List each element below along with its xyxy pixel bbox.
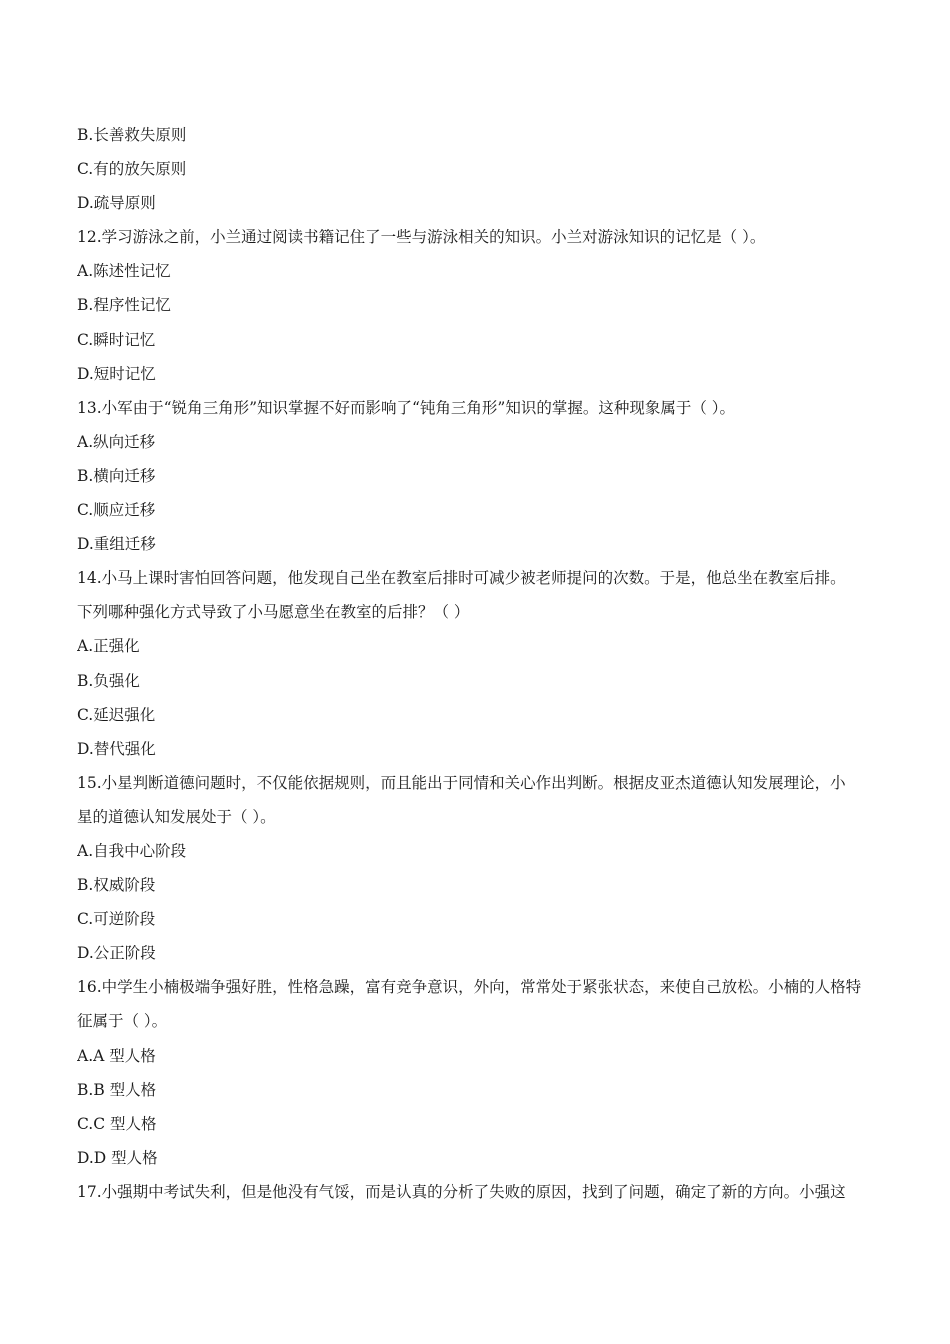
option-line: D.D 型人格 xyxy=(77,1148,158,1167)
option-line: B.负强化 xyxy=(77,671,140,690)
option-line: D.公正阶段 xyxy=(77,944,156,963)
previous-question-options xyxy=(77,118,883,220)
question-stem: 16.中学生小楠极端争强好胜，性格急躁，富有竞争意识，外向，常常处于紧张状态，来使自己放松。小楠的人格特 xyxy=(77,978,862,997)
question-14 xyxy=(77,561,883,766)
option-line: B.长善救失原则 xyxy=(77,126,187,144)
question-stem-continued: 征属于（ ）。 xyxy=(77,1012,168,1031)
question-15 xyxy=(77,766,883,971)
option-line: A.A 型人格 xyxy=(77,1046,156,1065)
option-line: C.瞬时记忆 xyxy=(77,330,156,349)
question-12 xyxy=(77,220,883,390)
question-stem-continued: 星的道德认知发展处于（ ）。 xyxy=(77,807,276,826)
question-stem: 12.学习游泳之前，小兰通过阅读书籍记住了一些与游泳相关的知识。小兰对游泳知识的记忆是（ ）。 xyxy=(77,228,766,247)
option-line: A.正强化 xyxy=(77,637,140,656)
question-stem-continued: 下列哪种强化方式导致了小马愿意坐在教室的后排？（ ） xyxy=(77,603,470,622)
question-13 xyxy=(77,391,883,561)
question-17 xyxy=(77,1175,883,1209)
option-line: A.自我中心阶段 xyxy=(77,841,187,860)
option-line: B.程序性记忆 xyxy=(77,296,171,315)
option-line: C.有的放矢原则 xyxy=(77,160,187,179)
option-line: C.顺应迁移 xyxy=(77,501,156,520)
option-line: C.可逆阶段 xyxy=(77,910,156,929)
option-line: A.陈述性记忆 xyxy=(77,262,171,281)
option-line: D.疏导原则 xyxy=(77,194,156,213)
option-line: D.重组迁移 xyxy=(77,535,156,554)
option-line: D.短时记忆 xyxy=(77,364,156,383)
option-line: C.延迟强化 xyxy=(77,705,156,724)
option-line: B.横向迁移 xyxy=(77,466,156,485)
document-page xyxy=(77,118,883,1209)
option-line: B.权威阶段 xyxy=(77,876,156,895)
question-stem: 17.小强期中考试失利，但是他没有气馁，而是认真的分析了失败的原因，找到了问题，确定了新的方向。小强这 xyxy=(77,1182,846,1201)
option-line: C.C 型人格 xyxy=(77,1114,157,1133)
question-stem: 15.小星判断道德问题时，不仅能依据规则，而且能出于同情和关心作出判断。根据皮亚杰道德认知发展理论，小 xyxy=(77,773,846,792)
option-line: D.替代强化 xyxy=(77,739,156,758)
option-line: B.B 型人格 xyxy=(77,1080,157,1099)
question-stem: 14.小马上课时害怕回答问题，他发现自己坐在教室后排时可减少被老师提问的次数。于是，他总坐在教室后排。 xyxy=(77,569,846,588)
option-line: A.纵向迁移 xyxy=(77,432,156,451)
question-16 xyxy=(77,970,883,1175)
question-stem: 13.小军由于“锐角三角形”知识掌握不好而影响了“钝角三角形”知识的掌握。这种现象属于（ ）。 xyxy=(77,398,736,417)
